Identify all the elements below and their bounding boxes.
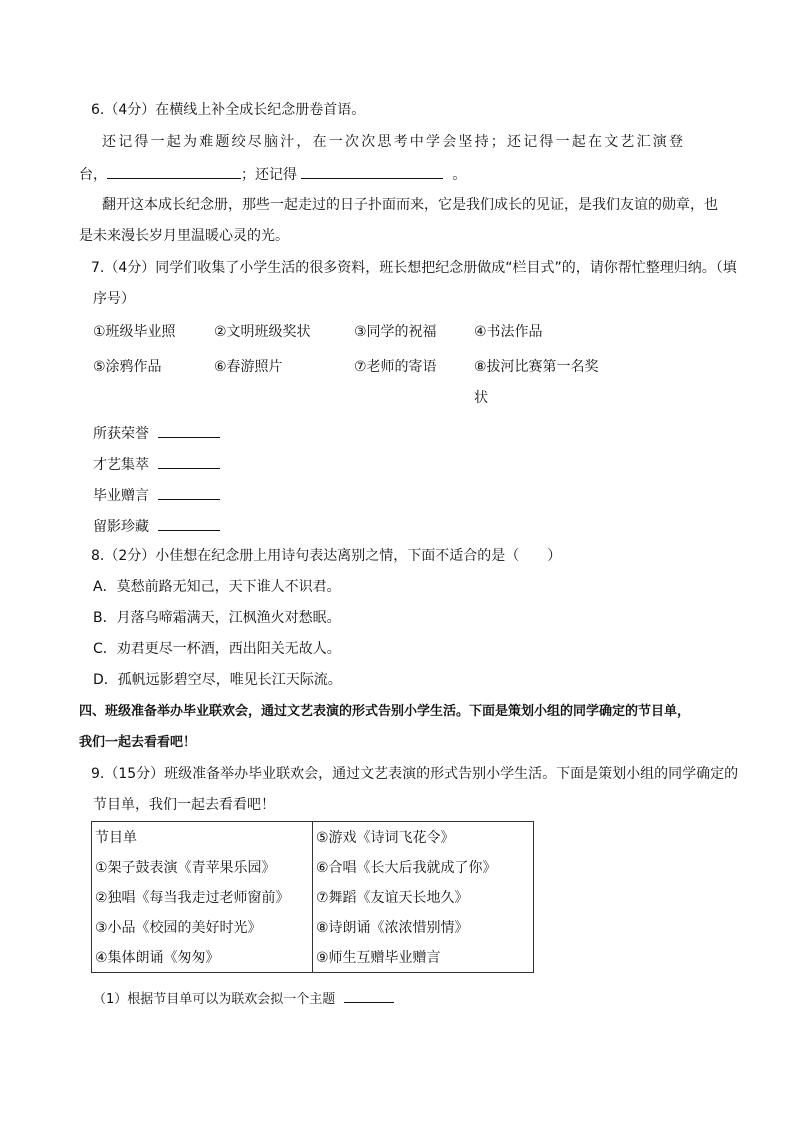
table-cell: ①架子鼓表演《青苹果乐园》: [92, 852, 313, 882]
q8-option-b[interactable]: B．月落乌啼霜满天，江枫渔火对愁眠。: [93, 610, 341, 626]
q7-category-label: 才艺集萃: [93, 457, 149, 473]
q6-line4: 是未来漫长岁月里温暖心灵的光。: [79, 228, 289, 244]
q6-blank-1[interactable]: [107, 164, 241, 179]
q7-item-2: ②文明班级奖状: [214, 324, 311, 340]
q7-stem: 7.（4分）同学们收集了小学生活的很多资料，班长想把纪念册做成“栏目式”的，请你帮忙整理归纳。（填: [91, 260, 737, 276]
q6-stem: 6.（4分）在横线上补全成长纪念册卷首语。: [91, 102, 366, 118]
q7-item-8: ⑧拔河比赛第一名奖: [474, 359, 599, 375]
q7-category-blank[interactable]: [158, 516, 220, 531]
q9-sub1: [93, 988, 394, 1009]
q7-category-label: 毕业赠言: [93, 488, 149, 504]
q8-option-c[interactable]: C．劝君更尽一杯酒，西出阳关无故人。: [93, 641, 341, 657]
q6-line2-mid: ；还记得: [241, 167, 297, 183]
table-cell: 节目单: [92, 822, 313, 853]
q7-category-blank[interactable]: [158, 485, 220, 500]
table-cell: ⑦舞蹈《友谊天长地久》: [313, 882, 534, 912]
table-cell: ④集体朗诵《匆匆》: [92, 942, 313, 973]
table-cell: ③小品《校园的美好时光》: [92, 912, 313, 942]
table-cell: ⑧诗朗诵《浓浓惜别情》: [313, 912, 534, 942]
q8-option-a[interactable]: A．莫愁前路无知己，天下谁人不识君。: [93, 579, 341, 595]
q7-item-1: ①班级毕业照: [93, 324, 176, 340]
q7-item-4: ④书法作品: [474, 324, 543, 340]
q6-line1: 还记得一起为难题绞尽脑汁，在一次次思考中学会坚持；还记得一起在文艺汇演登: [102, 134, 686, 150]
q8-stem: 8.（2分）小佳想在纪念册上用诗句表达离别之情，下面不适合的是（ ）: [91, 548, 562, 564]
q9-sub1-blank[interactable]: [344, 988, 394, 1003]
q6-line2-end: 。: [452, 167, 467, 183]
table-cell: ⑥合唱《长大后我就成了你》: [313, 852, 534, 882]
q7-category-farewell: [93, 485, 220, 505]
q7-item-5: ⑤涂鸦作品: [93, 359, 162, 375]
table-row: [92, 942, 534, 973]
q7-item-6: ⑥春游照片: [214, 359, 283, 375]
q8-option-d[interactable]: D．孤帆远影碧空尽，唯见长江天际流。: [93, 672, 342, 688]
q7-category-blank[interactable]: [158, 423, 220, 438]
q7-item-7: ⑦老师的寄语: [354, 359, 437, 375]
q7-item-3: ③同学的祝福: [354, 324, 437, 340]
table-row: [92, 852, 534, 882]
table-cell: ②独唱《每当我走过老师窗前》: [92, 882, 313, 912]
program-table: [91, 821, 534, 973]
table-row: [92, 822, 534, 853]
table-cell: ⑤游戏《诗词飞花令》: [313, 822, 534, 853]
q6-blank-2[interactable]: [301, 164, 443, 179]
q7-category-honors: [93, 423, 220, 443]
q7-item-8-wrap: 状: [474, 390, 488, 406]
q6-line2-prefix: 台，: [79, 167, 107, 183]
q7-category-blank[interactable]: [158, 454, 220, 469]
q7-category-label: 留影珍藏: [93, 519, 149, 535]
table-cell: ⑨师生互赠毕业赠言: [313, 942, 534, 973]
q7-category-label: 所获荣誉: [93, 426, 149, 442]
q9-stem: 9.（15分）班级准备举办毕业联欢会，通过文艺表演的形式告别小学生活。下面是策划小组的同学确定的: [91, 766, 739, 782]
q6-line2: [79, 164, 466, 184]
q9-sub1-text: （1）根据节目单可以为联欢会拟一个主题: [93, 992, 336, 1007]
section4-heading-line1: 四、班级准备举办毕业联欢会，通过文艺表演的形式告别小学生活。下面是策划小组的同学确定的节目单，: [79, 704, 691, 719]
q7-stem2: 序号）: [93, 291, 135, 307]
table-row: [92, 912, 534, 942]
q7-category-photos: [93, 516, 220, 536]
q9-stem2: 节目单，我们一起去看看吧！: [93, 797, 275, 813]
q6-line3: 翻开这本成长纪念册，那些一起走过的日子扑面而来，它是我们成长的见证，是我们友谊的勋章，也: [102, 197, 718, 213]
table-row: [92, 882, 534, 912]
section4-heading-line2: 我们一起去看看吧！: [79, 735, 197, 750]
q7-category-talents: [93, 454, 220, 474]
